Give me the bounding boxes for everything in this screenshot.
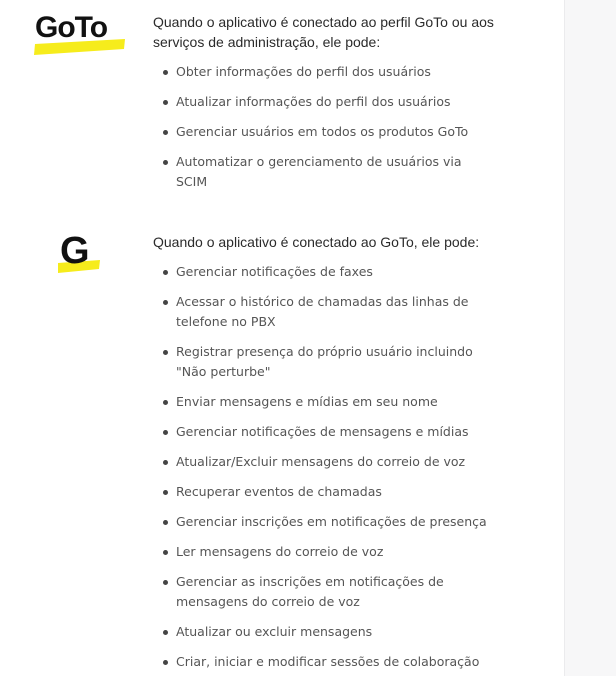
- list-item: [160, 622, 490, 642]
- svg-text:GoTo: GoTo: [35, 11, 108, 44]
- goto-app-permission-list: [160, 262, 490, 676]
- list-item: [160, 652, 490, 672]
- permission-label: Automatizar o gerenciamento de usuários via SCIM: [176, 154, 462, 189]
- permission-label: Gerenciar notificações de mensagens e mídias: [176, 424, 469, 439]
- permission-label: Gerenciar as inscrições em notificações de mensagens do correio de voz: [176, 574, 444, 609]
- list-item: [160, 152, 490, 192]
- permission-label: Criar, iniciar e modificar sessões de colaboração: [176, 654, 480, 669]
- permission-label: Gerenciar notificações de faxes: [176, 264, 373, 279]
- list-item: [160, 452, 490, 472]
- permission-label: Atualizar informações do perfil dos usuários: [176, 94, 451, 109]
- list-item: [160, 422, 490, 442]
- side-panel: [564, 0, 616, 676]
- permission-label: Ler mensagens do correio de voz: [176, 544, 384, 559]
- list-item: [160, 392, 490, 412]
- bullet-icon: [163, 350, 168, 355]
- permission-label: Recuperar eventos de chamadas: [176, 484, 382, 499]
- list-item: [160, 262, 490, 282]
- list-item: [160, 482, 490, 502]
- bullet-icon: [163, 300, 168, 305]
- bullet-icon: [163, 130, 168, 135]
- list-item: [160, 342, 490, 382]
- goto-app-intro: Quando o aplicativo é conectado ao GoTo, ele pode:: [153, 234, 480, 250]
- goto-admin-permission-list: [160, 62, 490, 202]
- permission-label: Acessar o histórico de chamadas das linhas de telefone no PBX: [176, 294, 469, 329]
- list-item: [160, 122, 490, 142]
- goto-logo: [33, 10, 127, 58]
- bullet-icon: [163, 460, 168, 465]
- svg-text:G: G: [60, 230, 90, 272]
- list-item: [160, 512, 490, 532]
- bullet-icon: [163, 400, 168, 405]
- goto-admin-intro: Quando o aplicativo é conectado ao perfil GoTo ou aos serviços de administração, ele pode:: [153, 14, 494, 50]
- bullet-icon: [163, 270, 168, 275]
- list-item: [160, 62, 490, 82]
- bullet-icon: [163, 430, 168, 435]
- bullet-icon: [163, 660, 168, 665]
- bullet-icon: [163, 520, 168, 525]
- bullet-icon: [163, 70, 168, 75]
- list-item: [160, 92, 490, 112]
- list-item: [160, 542, 490, 562]
- bullet-icon: [163, 550, 168, 555]
- bullet-icon: [163, 100, 168, 105]
- permission-label: Registrar presença do próprio usuário incluindo "Não perturbe": [176, 344, 473, 379]
- permission-label: Obter informações do perfil dos usuários: [176, 64, 431, 79]
- bullet-icon: [163, 160, 168, 165]
- permission-label: Enviar mensagens e mídias em seu nome: [176, 394, 438, 409]
- permission-label: Atualizar/Excluir mensagens do correio de voz: [176, 454, 466, 469]
- bullet-icon: [163, 580, 168, 585]
- goto-g-logo: [56, 230, 102, 276]
- permission-label: Gerenciar usuários em todos os produtos GoTo: [176, 124, 469, 139]
- bullet-icon: [163, 630, 168, 635]
- permission-label: Atualizar ou excluir mensagens: [176, 624, 373, 639]
- permission-label: Gerenciar inscrições em notificações de presença: [176, 514, 487, 529]
- list-item: [160, 572, 490, 612]
- list-item: [160, 292, 490, 332]
- bullet-icon: [163, 490, 168, 495]
